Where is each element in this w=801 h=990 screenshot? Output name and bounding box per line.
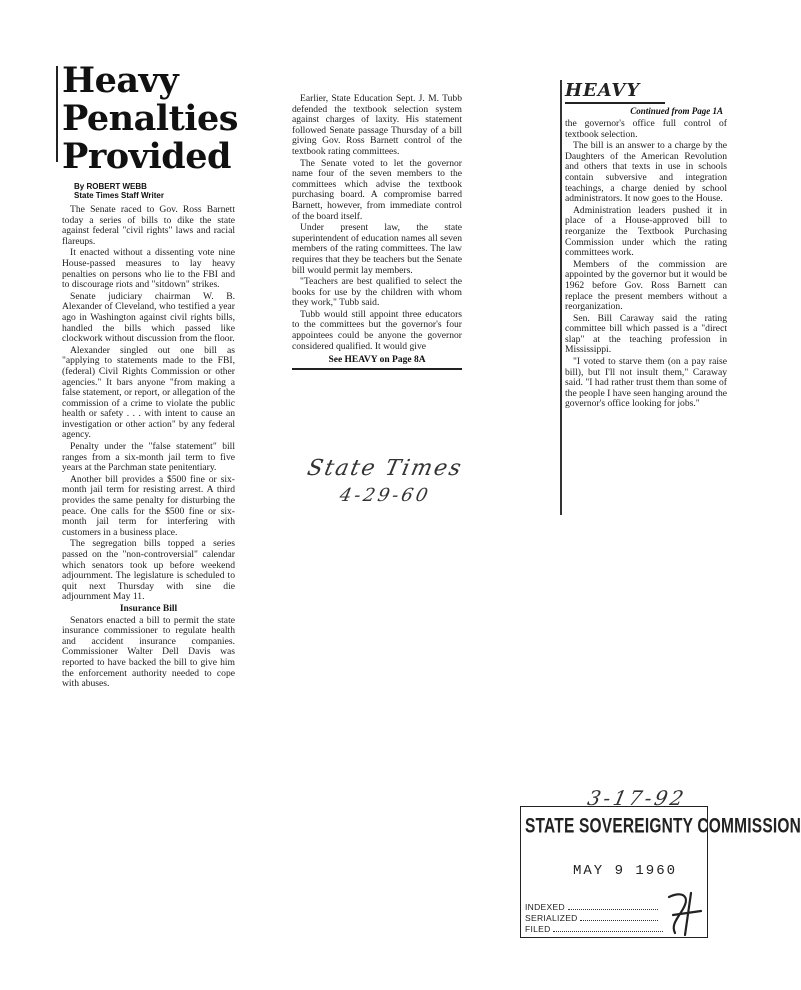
paragraph: Administration leaders pushed it in place of a House-approved bill to reorganize the Textbook Purchasing Commission under which the rating committees work. <box>565 204 727 259</box>
stamp-serialized-line <box>580 913 658 921</box>
stamp-filed-label: FILED <box>525 924 551 934</box>
commission-stamp <box>520 806 801 938</box>
stamp-indexed-line <box>568 902 658 910</box>
headline-line-1: Heavy <box>62 60 179 101</box>
headline <box>62 60 239 177</box>
article-heavy-penalties <box>62 60 239 691</box>
paragraph: "I voted to starve them (on a pay raise bill), but I'll not insult them," Caraway said. "I had rather trust them than some of the people I have seen hanging around the governor's office looking for jobs." <box>565 356 727 410</box>
subhead: Insurance Bill <box>119 603 178 614</box>
handwritten-source <box>300 456 471 506</box>
stamp-title: STATE SOVEREIGNTY COMMISSION <box>525 815 801 838</box>
paragraph: The Senate raced to Gov. Ross Barnett today a series of bills to dike the state against federal "civil rights" laws and racial flareups. <box>62 204 235 247</box>
headline-line-3: Provided <box>62 136 231 177</box>
paragraph: It enacted without a dissenting vote nine House-passed measures to lay heavy penalties on persons who lie to the FBI and to discourage riots and "sitdown" strikes. <box>62 247 235 291</box>
handwritten-date: 4-29-60 <box>337 485 433 506</box>
byline <box>74 182 235 200</box>
paragraph: Earlier, State Education Sept. J. M. Tubb defended the textbook selection system against charges of laxity. His statement followed Senate passage Thursday of a bill giving Gov. Ross Barnett control of the textbook rating committees. <box>292 93 462 157</box>
paragraph: The Senate voted to let the governor name four of the seven members to the committees which advise the textbook purchasing board. A compromise barred Barnett, however, from immediate control of the board itself. <box>292 157 462 222</box>
paragraph: Penalty under the "false statement" bill ranges from a six-month jail term to five years at the Parchman state penitentiary. <box>62 441 235 474</box>
article-textbook-column <box>292 94 462 370</box>
stamp-date: MAY 9 1960 <box>573 863 678 879</box>
paragraph: Sen. Bill Caraway said the rating committee bill which passed is a "direct slap" at the teaching profession in Mississippi. <box>565 312 727 356</box>
continued-from-label: Continued from Page 1A <box>630 106 723 116</box>
paragraph: Members of the commission are appointed by the governor but it would be 1962 before Gov. Ross Barnett can replace the present members without a reorganization. <box>565 258 727 313</box>
handwritten-initials <box>661 889 705 939</box>
byline-name: By ROBERT WEBB <box>74 182 147 191</box>
stamp-row-indexed <box>525 902 658 912</box>
article-body <box>62 205 235 690</box>
paragraph: "Teachers are best qualified to select the books for use by the children with whom they work," Tubb said. <box>292 276 462 309</box>
paragraph: Alexander singled out one bill as "applying to statements made to the FBI, (federal) Civil Rights Commission or other agencies." It bars anyone "from making a false statement, or report, or allegation of the commission of a crime to violate the public health or safety . . . with intent to cause an investigation or other action" by any federal agency. <box>62 344 235 441</box>
paragraph: the governor's office full control of textbook selection. <box>565 118 727 140</box>
stamp-filed-line <box>553 924 663 932</box>
continued-headline: HEAVY <box>565 80 665 104</box>
article-heavy-continued <box>565 80 727 411</box>
handwritten-paper: State Times <box>305 456 466 481</box>
byline-title: State Times Staff Writer <box>74 191 164 200</box>
paragraph: Tubb would still appoint three educators to the committees but the governor's four appointees could be anyone the governor considered qualified. It would give <box>292 308 462 352</box>
paragraph: Another bill provides a $500 fine or six-month jail term for resisting arrest. A third provides the same penalty for disturbing the peace. One calls for the $500 fine or six-month jail term for interfering with customers in a business place. <box>62 473 235 538</box>
stamp-serialized-label: SERIALIZED <box>525 913 578 923</box>
article-body <box>565 119 727 410</box>
paragraph: The bill is an answer to a charge by the Daughters of the American Revolution and others that texts in use in schools contain subversive and integration teachings, a charge denied by school administrators. It now goes to the House. <box>565 140 727 205</box>
clipping-left-rule <box>560 80 562 515</box>
clipping-bottom-rule <box>292 368 462 370</box>
paragraph: Senate judiciary chairman W. B. Alexander of Cleveland, who testified a year ago in Washington against civil rights bills, handled the bills which passed like clockwork without discussion from the floor. <box>62 290 235 345</box>
article-body <box>292 94 462 352</box>
paragraph: Under present law, the state superintendent of education names all seven members of the rating committees. The law requires that they be teachers but the Senate bill would permit lay members. <box>292 222 462 276</box>
paragraph: The segregation bills topped a series passed on the "non-controversial" calendar which senators took up before weekend adjournment. The legislature is scheduled to quit next Thursday with sine die adjournment May 11. <box>62 538 235 603</box>
stamp-row-serialized <box>525 913 658 923</box>
headline-line-2: Penalties <box>62 98 239 139</box>
paragraph: Senators enacted a bill to permit the state insurance commissioner to regulate health and accident insurance companies. Commissioner Walter Dell Davis was reported to have backed the bill to give him the enforcement authority needed to cope with abuses. <box>62 614 235 690</box>
stamp-indexed-label: INDEXED <box>525 902 565 912</box>
jump-line: See HEAVY on Page 8A <box>328 355 426 366</box>
stamp-handwritten-date: 3-17-92 <box>585 786 689 810</box>
clipping-left-rule <box>56 66 58 162</box>
stamp-row-filed <box>525 924 663 934</box>
